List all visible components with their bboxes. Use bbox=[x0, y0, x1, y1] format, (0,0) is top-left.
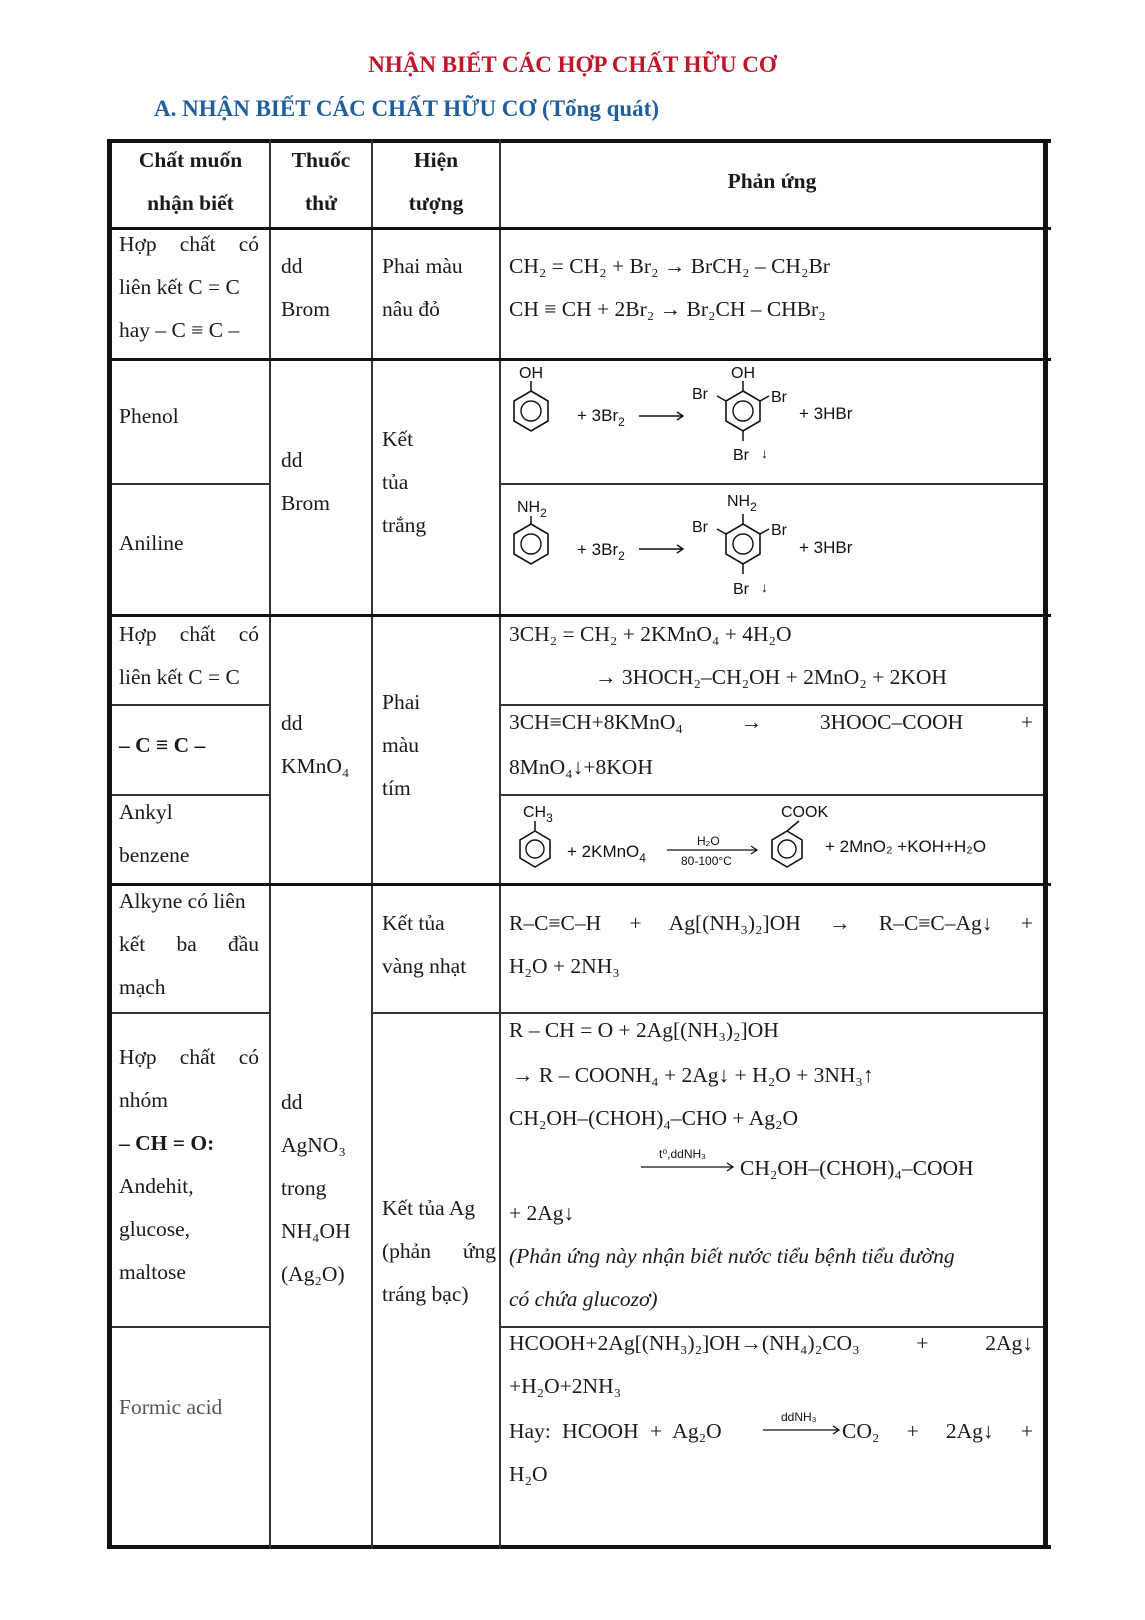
cell-reaction: R–C≡C–H + Ag[(NH₃)₂]OH → R–C≡C–Ag↓ + bbox=[509, 911, 1033, 935]
cell-subject: – C ≡ C – bbox=[119, 733, 206, 757]
precipitate-arrow: ↓ bbox=[761, 445, 768, 461]
cell-reagent: dd AgNO₃ trong NH₄OH (Ag₂O) bbox=[281, 1090, 351, 1286]
cell-subject: mạch bbox=[119, 975, 166, 999]
section-title: A. NHẬN BIẾT CÁC CHẤT HỮU CƠ (Tổng quát) bbox=[154, 96, 660, 121]
cell-subject: Formic acid bbox=[119, 1395, 223, 1419]
oh-label: OH bbox=[519, 365, 543, 382]
svg-text:t⁰,ddNH₃: t⁰,ddNH₃ bbox=[659, 1147, 707, 1161]
product-label: + 3HBr bbox=[799, 404, 853, 423]
row-divider bbox=[499, 794, 1043, 796]
ch3-label: $CH_3$ bbox=[523, 804, 553, 825]
cell-subject: kết ba đầu bbox=[119, 932, 259, 956]
row-divider bbox=[112, 1326, 269, 1328]
header-reaction: Phản ứng bbox=[727, 169, 817, 193]
nh2-label: $NH_2$ bbox=[727, 493, 757, 514]
row-divider bbox=[112, 1012, 269, 1014]
cell-reaction: 3CH≡CH+8KMnO₄ → 3HOOC–COOH + bbox=[509, 710, 1033, 734]
page-title: NHẬN BIẾT CÁC HỢP CHẤT HỮU CƠ bbox=[368, 52, 777, 77]
condition-label: H₂O bbox=[697, 834, 720, 848]
table-border bbox=[1043, 139, 1048, 1549]
cell-reaction: CH₂OH–(CHOH)₄–CHO + Ag₂O bbox=[509, 1106, 799, 1130]
aniline-bromination-equation bbox=[505, 486, 1035, 611]
table-border bbox=[107, 139, 112, 1549]
br-label: Br bbox=[733, 447, 749, 464]
cell-reagent: dd Brom bbox=[281, 448, 330, 515]
cell-reaction: Hay: HCOOH + Ag₂O bbox=[509, 1419, 722, 1443]
cell-phenomenon: Phai màu tím bbox=[382, 690, 421, 800]
row-divider bbox=[112, 704, 269, 706]
tribromoaniline-ring bbox=[717, 514, 769, 574]
identification-table bbox=[107, 139, 1051, 1549]
product-label: + 3HBr bbox=[799, 538, 853, 557]
cell-subject: liên kết C = C bbox=[119, 665, 240, 689]
br-label: Br bbox=[771, 389, 787, 406]
toluene-ring bbox=[520, 821, 550, 867]
condition-label: 80-100°C bbox=[681, 854, 732, 868]
cell-reaction: 3CH₂ = CH₂ + 2KMnO₄ + 4H₂O bbox=[509, 622, 792, 646]
cell-reaction: → 3HOCH₂–CH₂OH + 2MnO₂ + 2KOH bbox=[595, 665, 947, 689]
cell-reaction: R – CH = O + 2Ag[(NH₃)₂]OH bbox=[509, 1018, 779, 1042]
cell-reagent: dd Brom bbox=[281, 254, 330, 321]
cell-note: (Phản ứng này nhận biết nước tiểu bệnh tiểu đường bbox=[509, 1244, 955, 1268]
cell-reaction: 8MnO₄↓+8KOH bbox=[509, 755, 653, 779]
cell-phenomenon: Kết tủa vàng nhạt bbox=[382, 911, 467, 978]
header-phenomenon: Hiện tượng bbox=[408, 148, 464, 215]
cell-subject: Ankyl benzene bbox=[119, 800, 190, 867]
cell-phenomenon: Kết tủa trắng bbox=[382, 427, 427, 537]
header-reagent: Thuốc thử bbox=[291, 148, 351, 215]
column-divider bbox=[371, 139, 373, 1549]
cell-reaction: CO₂ + 2Ag↓ + bbox=[842, 1419, 1033, 1443]
tribromophenol-ring bbox=[717, 381, 769, 441]
cell-phenomenon: Phai màu nâu đỏ bbox=[382, 254, 463, 321]
cell-phenomenon: Kết tủa Ag (phản ứng tráng bạc) bbox=[382, 1196, 496, 1306]
precipitate-arrow: ↓ bbox=[761, 579, 768, 595]
cell-subject: nhóm – CH = O: Andehit, glucose, maltose bbox=[119, 1088, 215, 1284]
br-label: Br bbox=[692, 386, 708, 403]
reagent-label: + $3Br_2$ bbox=[577, 406, 625, 429]
condition-arrow bbox=[761, 1410, 843, 1440]
phenol-ring bbox=[514, 381, 548, 431]
row-divider bbox=[112, 483, 269, 485]
cook-label: COOK bbox=[781, 804, 829, 821]
cell-reagent: dd KMnO₄ bbox=[281, 711, 350, 778]
cell-subject: Aniline bbox=[119, 531, 184, 555]
header-subject: Chất muốn nhận biết bbox=[138, 148, 243, 215]
cell-subject: Hợp chất có bbox=[119, 232, 259, 256]
br-label: Br bbox=[692, 519, 708, 536]
cell-subject: Phenol bbox=[119, 404, 179, 428]
cell-note: có chứa glucozơ) bbox=[509, 1287, 658, 1311]
product-label: + 2MnO₂ +KOH+H₂O bbox=[825, 837, 987, 856]
br-label: Br bbox=[771, 522, 787, 539]
potassium-benzoate-ring bbox=[772, 821, 802, 867]
cell-reaction: +H₂O+2NH₃ bbox=[509, 1374, 622, 1398]
svg-text:ddNH₃: ddNH₃ bbox=[781, 1410, 817, 1424]
condition-arrow bbox=[639, 1147, 741, 1177]
cell-subject: Alkyne có liên bbox=[119, 889, 246, 913]
reagent-label: + 2KMnO$_4$ bbox=[567, 842, 646, 865]
cell-reaction: H₂O bbox=[509, 1462, 548, 1486]
cell-reaction: H₂O + 2NH₃ bbox=[509, 954, 620, 978]
reagent-label: + $3Br_2$ bbox=[577, 540, 625, 563]
cell-reaction: CH₂OH–(CHOH)₄–COOH bbox=[740, 1156, 974, 1180]
cell-reaction: HCOOH+2Ag[(NH₃)₂]OH→(NH₄)₂CO₃ + 2Ag↓ bbox=[509, 1331, 1033, 1355]
table-border bbox=[107, 1545, 1051, 1549]
cell-subject: Hợp chất có bbox=[119, 1045, 259, 1069]
row-divider bbox=[499, 483, 1043, 485]
cell-reaction: → R – COONH₄ + 2Ag↓ + H₂O + 3NH₃↑ bbox=[512, 1063, 874, 1087]
nh2-label: $NH_2$ bbox=[517, 499, 547, 520]
aniline-ring bbox=[514, 516, 548, 564]
alkylbenzene-oxidation-equation bbox=[505, 797, 1035, 881]
phenol-bromination-equation bbox=[505, 361, 1035, 481]
column-divider bbox=[499, 139, 501, 1549]
cell-subject: Hợp chất có bbox=[119, 622, 259, 646]
column-divider bbox=[269, 139, 271, 1549]
cell-reaction: + 2Ag↓ bbox=[509, 1201, 575, 1225]
oh-label: OH bbox=[731, 365, 755, 382]
cell-subject: liên kết C = C hay – C ≡ C – bbox=[119, 275, 240, 342]
br-label: Br bbox=[733, 581, 749, 598]
cell-reaction: CH₂ = CH₂ + Br₂ → BrCH₂ – CH₂Br CH ≡ CH + 2Br₂ → Br₂CH – CHBr₂ bbox=[509, 254, 830, 321]
row-divider bbox=[107, 883, 1051, 886]
